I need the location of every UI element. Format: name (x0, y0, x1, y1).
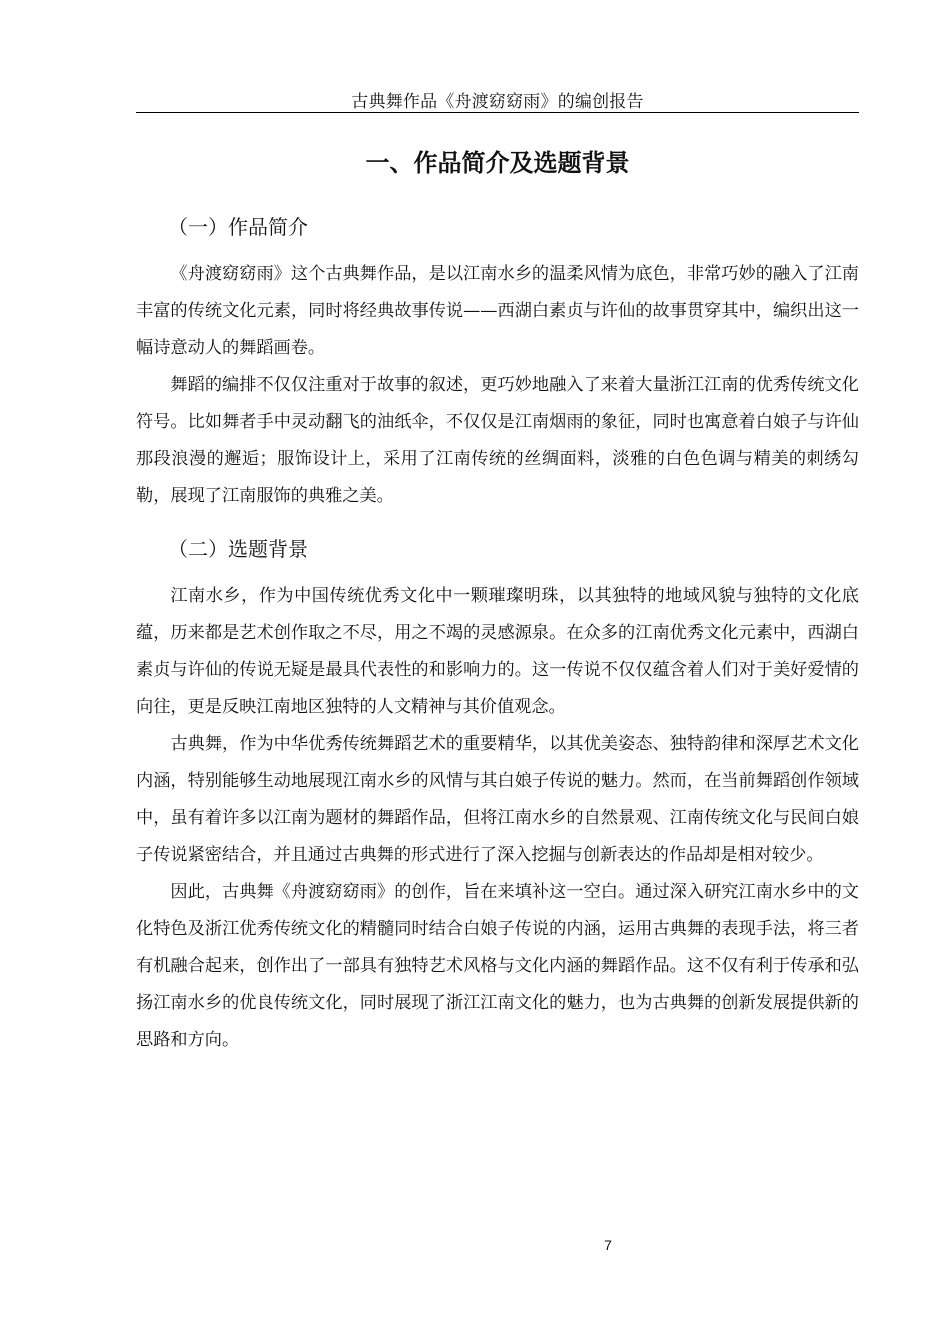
paragraph: 《舟渡窈窈雨》这个古典舞作品，是以江南水乡的温柔风情为底色，非常巧妙的融入了江南丰富的传统文化元素，同时将经典故事传说——西湖白素贞与许仙的故事贯穿其中，编织出这一幅诗意动人的舞蹈画卷。 (136, 264, 859, 358)
paragraph: 舞蹈的编排不仅仅注重对于故事的叙述，更巧妙地融入了来着大量浙江江南的优秀传统文化符号。比如舞者手中灵动翻飞的油纸伞，不仅仅是江南烟雨的象征，同时也寓意着白娘子与许仙那段浪漫的邂逅；服饰设计上，采用了江南传统的丝绸面料，淡雅的白色色调与精美的刺绣勾勒，展现了江南服饰的典雅之美。 (136, 375, 859, 506)
chapter-title: 一、作品简介及选题背景 (365, 149, 630, 177)
section-heading-background: （二）选题背景 (168, 537, 308, 561)
page-number: 7 (604, 1237, 612, 1253)
section-heading-intro: （一）作品简介 (168, 215, 308, 239)
paragraph: 古典舞，作为中华优秀传统舞蹈艺术的重要精华，以其优美姿态、独特韵律和深厚艺术文化内涵，特别能够生动地展现江南水乡的风情与其白娘子传说的魅力。然而，在当前舞蹈创作领域中，虽有着许多以江南为题材的舞蹈作品，但将江南水乡的自然景观、江南传统文化与民间白娘子传说紧密结合，并且通过古典舞的形式进行了深入挖掘与创新表达的作品却是相对较少。 (136, 734, 859, 865)
header-divider (136, 112, 859, 113)
paragraph: 江南水乡，作为中国传统优秀文化中一颗璀璨明珠，以其独特的地域风貌与独特的文化底蕴，历来都是艺术创作取之不尽，用之不竭的灵感源泉。在众多的江南优秀文化元素中，西湖白素贞与许仙的传说无疑是最具代表性的和影响力的。这一传说不仅仅蕴含着人们对于美好爱情的向往，更是反映江南地区独特的人文精神与其价值观念。 (136, 586, 859, 717)
paragraph: 因此，古典舞《舟渡窈窈雨》的创作，旨在来填补这一空白。通过深入研究江南水乡中的文化特色及浙江优秀传统文化的精髓同时结合白娘子传说的内涵，运用古典舞的表现手法，将三者有机融合起来，创作出了一部具有独特艺术风格与文化内涵的舞蹈作品。这不仅有利于传承和弘扬江南水乡的优良传统文化，同时展现了浙江江南文化的魅力，也为古典舞的创新发展提供新的思路和方向。 (136, 882, 859, 1050)
section-intro-body (136, 256, 859, 515)
running-header: 古典舞作品《舟渡窈窈雨》的编创报告 (351, 92, 644, 112)
section-background-body (136, 578, 859, 1059)
